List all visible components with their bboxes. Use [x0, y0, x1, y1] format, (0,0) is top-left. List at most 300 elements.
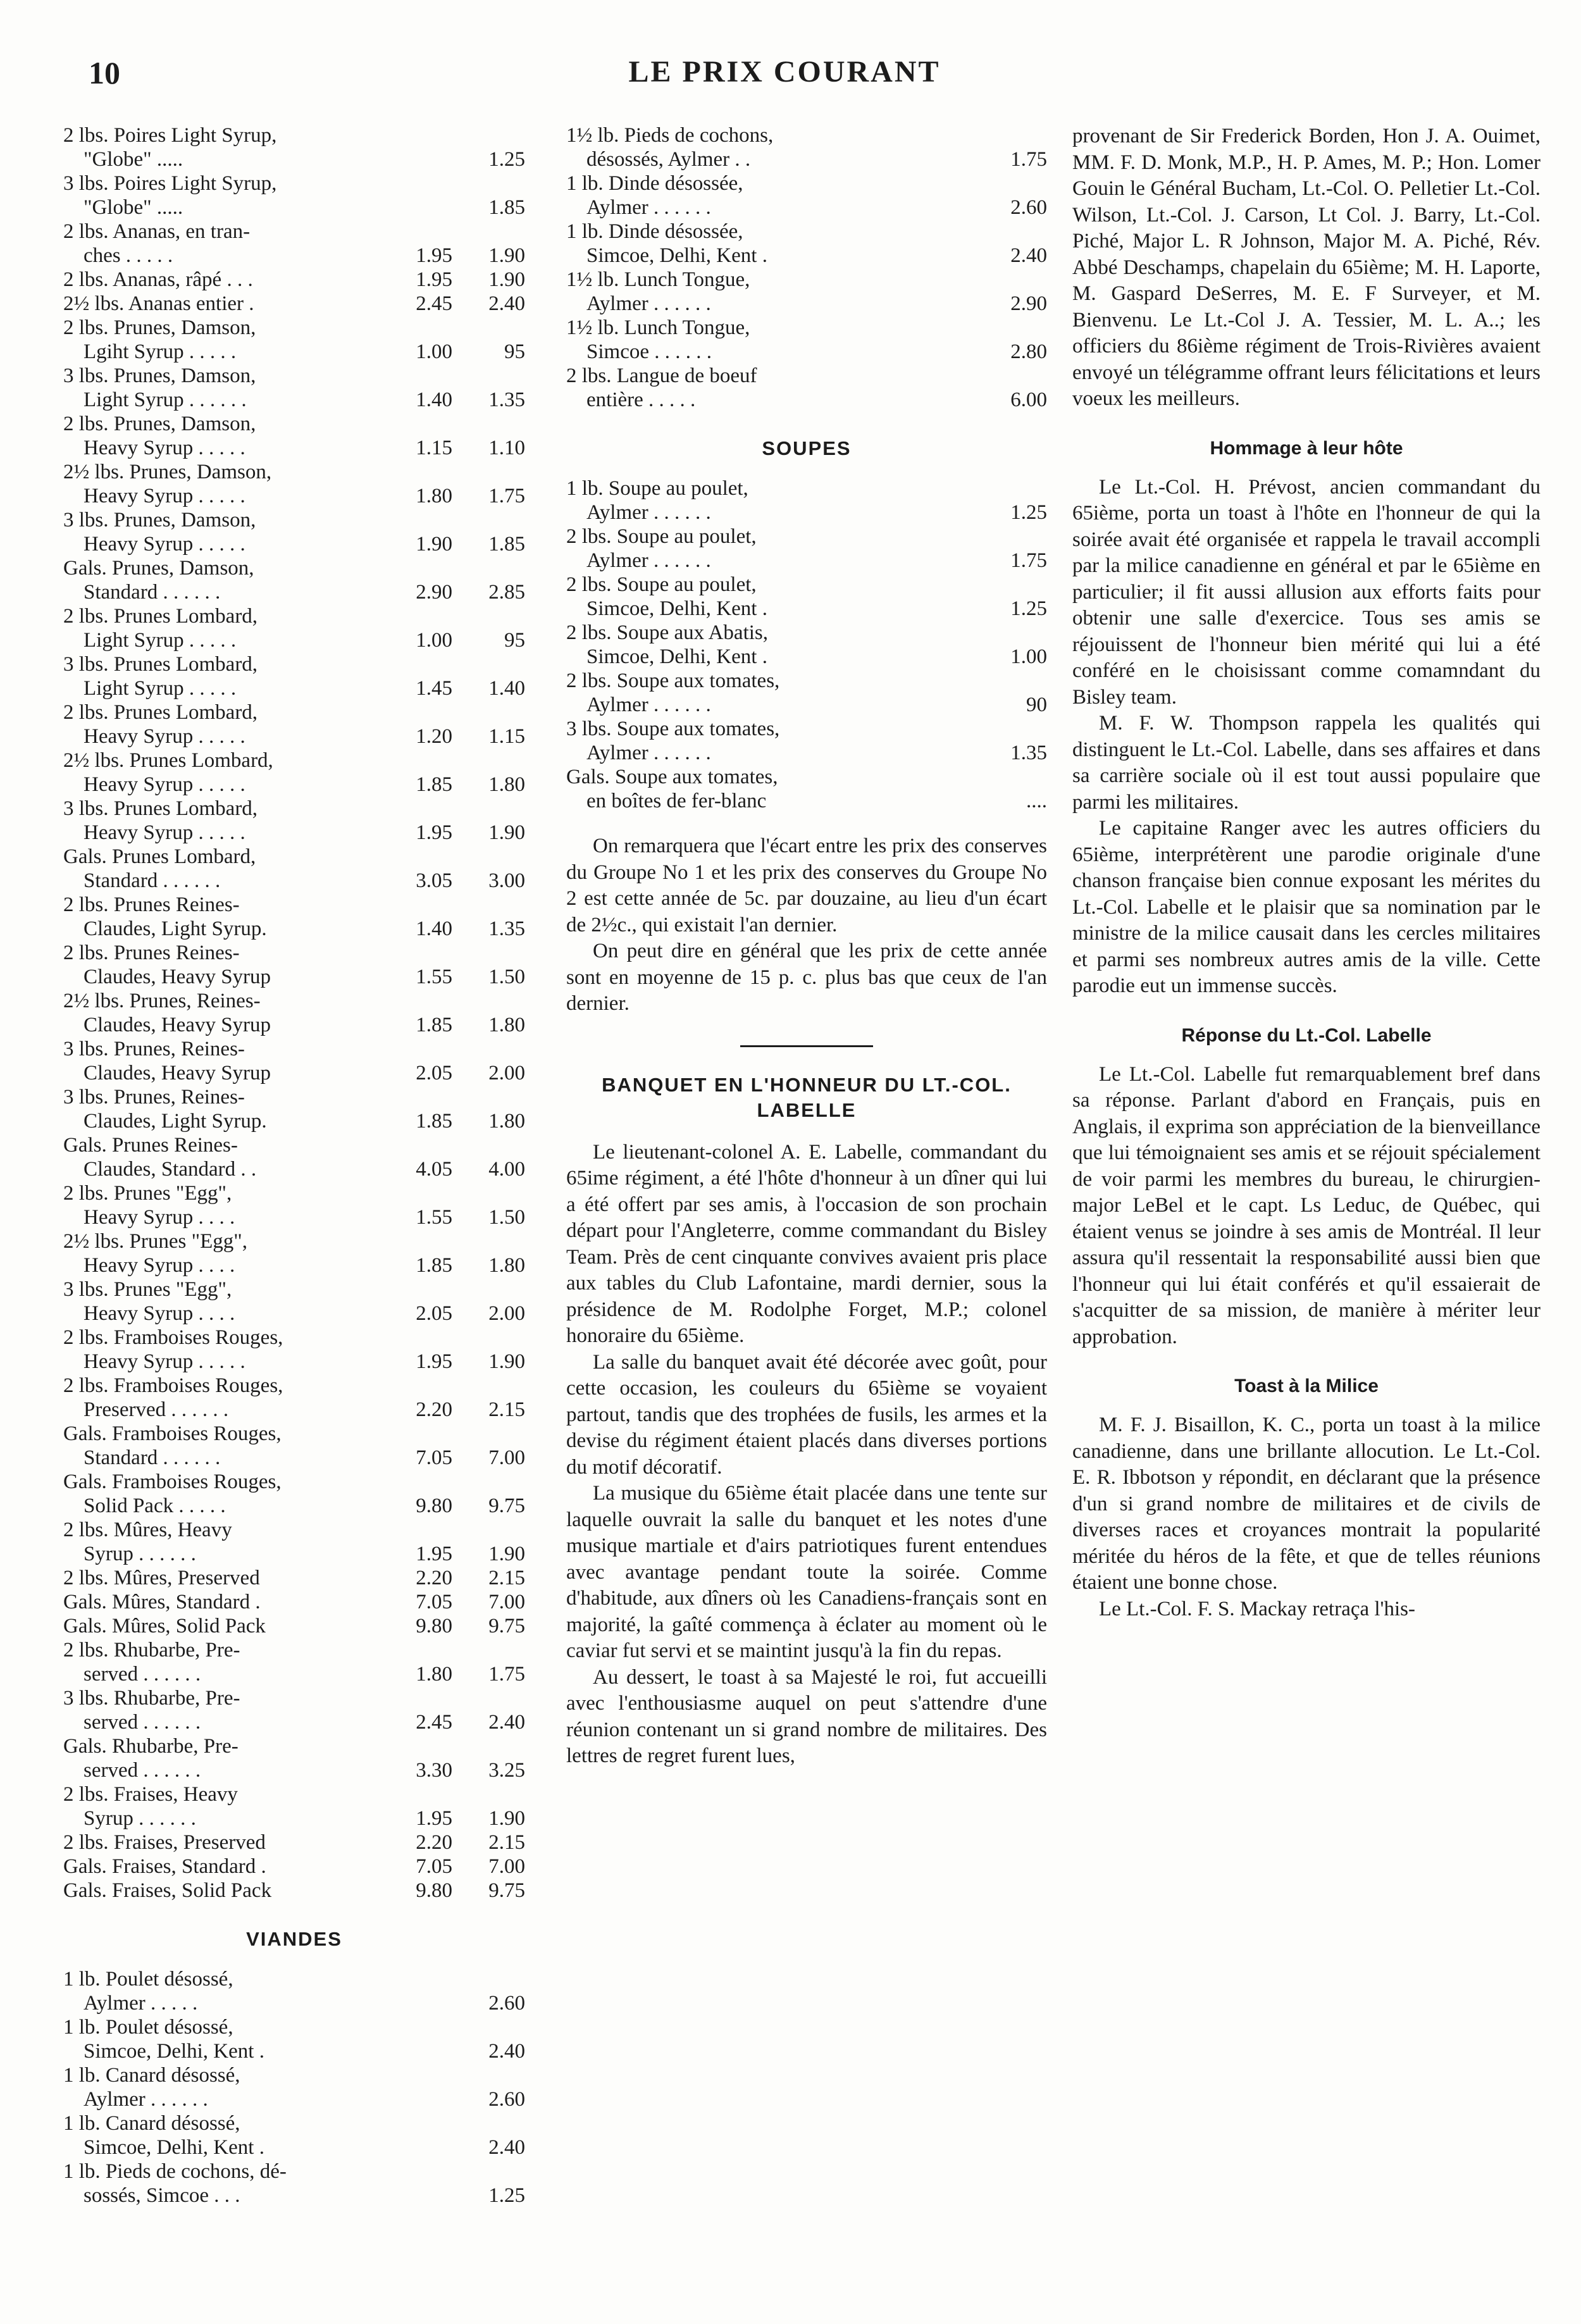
- price-value: 1.75: [488, 1663, 525, 1686]
- item-line: 2 lbs. Soupe au poulet,: [566, 573, 757, 596]
- price-value: 1.00: [1010, 645, 1047, 668]
- price-row: [63, 604, 525, 652]
- price-value: 2.60: [488, 2088, 525, 2111]
- price-value: 7.00: [488, 1591, 525, 1613]
- item-line: Gals. Soupe aux tomates,: [566, 766, 778, 788]
- item-description: [63, 797, 383, 845]
- price-row: [63, 1686, 525, 1734]
- price-row: [566, 171, 1047, 220]
- item-description: [63, 171, 383, 220]
- price-value: 1.90: [488, 821, 525, 844]
- item-line: Heavy Syrup . . . .: [84, 1302, 235, 1325]
- price-value: 2.90: [1010, 292, 1047, 315]
- price-value: 4.05: [416, 1158, 452, 1181]
- item-line: Claudes, Heavy Syrup: [84, 1014, 271, 1036]
- price-value: 1.85: [416, 1254, 452, 1277]
- price-value: 2.80: [1010, 340, 1047, 363]
- item-line: Aylmer . . . . . .: [586, 501, 711, 524]
- price-value: 2.00: [488, 1062, 525, 1084]
- item-line: 2 lbs. Framboises Rouges,: [63, 1326, 283, 1349]
- price-row: [63, 1879, 525, 1903]
- price-value: 4.00: [488, 1158, 525, 1181]
- item-line: Gals. Framboises Rouges,: [63, 1470, 282, 1493]
- item-line: Standard . . . . . .: [84, 869, 221, 892]
- item-description: [63, 893, 383, 941]
- item-line: Simcoe . . . . . .: [586, 340, 712, 363]
- column-2: [566, 123, 1047, 1770]
- item-line: 1 lb. Dinde désossée,: [566, 172, 743, 195]
- price-value: 1.85: [416, 1014, 452, 1036]
- item-line: 2 lbs. Prunes, Damson,: [63, 316, 256, 339]
- item-description: [63, 364, 383, 412]
- price-row: [63, 2111, 525, 2159]
- item-description: [63, 1614, 383, 1638]
- item-description: [63, 845, 383, 893]
- price-value: 1.90: [488, 1350, 525, 1373]
- price-row: [63, 556, 525, 604]
- item-line: Aylmer . . . . . .: [586, 693, 711, 716]
- section-divider: [740, 1045, 873, 1047]
- price-value: 3.05: [416, 869, 452, 892]
- item-line: 2 lbs. Prunes "Egg",: [63, 1182, 232, 1205]
- article-paragraph: M. F. W. Thompson rappela les qualités qui distinguent le Lt.-Col. Labelle, dans ses affaires et dans sa carrière sociale où il est tout aussi populaire que parmi les militaires.: [1072, 712, 1541, 814]
- item-description: [63, 941, 383, 989]
- price-row: [63, 508, 525, 556]
- price-value: 1.00: [416, 629, 452, 652]
- page-number: 10: [89, 55, 120, 90]
- price-value: 95: [504, 629, 525, 652]
- price-row: [63, 1638, 525, 1686]
- price-row: [63, 268, 525, 292]
- item-line: served . . . . . .: [84, 1711, 201, 1734]
- price-value: 1.15: [416, 437, 452, 459]
- item-line: 2 lbs. Mûres, Heavy: [63, 1519, 232, 1541]
- price-value: 1.80: [488, 1110, 525, 1133]
- price-value: 1.95: [416, 1807, 452, 1830]
- price-row: [63, 2015, 525, 2063]
- price-value: 1.00: [416, 340, 452, 363]
- price-value: 7.05: [416, 1855, 452, 1878]
- price-row: [63, 1566, 525, 1590]
- item-line: ches . . . . .: [84, 244, 173, 267]
- item-description: [63, 652, 383, 700]
- price-value: 3.25: [488, 1759, 525, 1782]
- item-description: [566, 573, 927, 621]
- price-row: [63, 893, 525, 941]
- item-line: 2 lbs. Prunes Reines-: [63, 941, 240, 964]
- price-value: 90: [1026, 693, 1047, 716]
- price-value: 1.90: [488, 1543, 525, 1565]
- price-value: 2.90: [416, 581, 452, 604]
- article-paragraph: Le lieutenant-colonel A. E. Labelle, commandant du 65ime régiment, a été l'hôte d'honneur à un dîner qui lui a été offert par ses amis, à l'occasion de son prochain départ pour l'Angleterre, comme commandant du Bisley Team. Près de cent cinquante convives avaient pris place aux tables du Club Lafontaine, mardi dernier, sous la présidence de M. Rodolphe Forget, M.P.; colonel honoraire du 65ième.: [566, 1140, 1047, 1347]
- item-description: [63, 1879, 383, 1903]
- item-line: 2 lbs. Soupe aux Abatis,: [566, 621, 768, 644]
- item-line: Aylmer . . . . . .: [84, 2088, 208, 2111]
- item-line: Aylmer . . . . . .: [586, 742, 711, 764]
- item-line: désossés, Aylmer . .: [586, 148, 751, 171]
- price-value: 2.15: [488, 1567, 525, 1589]
- item-line: Light Syrup . . . . . .: [84, 388, 247, 411]
- item-line: served . . . . . .: [84, 1663, 201, 1686]
- item-description: [63, 412, 383, 460]
- price-value: 9.80: [416, 1879, 452, 1902]
- item-line: 1½ lb. Lunch Tongue,: [566, 268, 750, 291]
- item-line: Heavy Syrup . . . .: [84, 1254, 235, 1277]
- price-row: [63, 1037, 525, 1085]
- item-line: 2 lbs. Fraises, Heavy: [63, 1783, 238, 1806]
- subheading-toast: Toast à la Milice: [1234, 1376, 1379, 1396]
- price-value: 2.40: [488, 2136, 525, 2159]
- price-value: 2.00: [488, 1302, 525, 1325]
- price-value: 1.55: [416, 1206, 452, 1229]
- item-line: 3 lbs. Soupe aux tomates,: [566, 718, 780, 740]
- item-description: [63, 1855, 383, 1879]
- price-value: 9.80: [416, 1494, 452, 1517]
- article-paragraph: La salle du banquet avait été décorée avec goût, pour cette occasion, les couleurs du 65ième se voyaient partout, tandis que des trophées de fusils, les armes et la devise du régiment étaient placés dans diverses portions du motif décoratif.: [566, 1350, 1047, 1479]
- price-row: [566, 316, 1047, 364]
- price-row: [63, 989, 525, 1037]
- price-row: [63, 1590, 525, 1614]
- price-value: 1.85: [416, 773, 452, 796]
- article-paragraph: Le Lt.-Col. H. Prévost, ancien commandant du 65ième, porta un toast à l'hôte en l'honneur de qui la soirée avait été organisée et rappela le travail accompli par la milice canadienne en général et par le 65ième en particulier; il fit aussi allusion aux efforts faits pour obtenir une salle d'exercice. Tous ses amis se réjouissent de l'honneur bien mérité qui lui a été conféré en le choisissant comme comamndant du Bisley team.: [1072, 475, 1541, 709]
- item-line: Claudes, Heavy Syrup: [84, 966, 271, 988]
- remark-paragraph: On peut dire en général que les prix de cette année sont en moyenne de 15 p. c. plus bas que ceux de l'an dernier.: [566, 940, 1047, 1015]
- article-paragraph: La musique du 65ième était placée dans une tente sur laquelle ouvrait la salle du banquet et les notes d'une musique martiale et d'airs patriotiques furent entendues avec avantage pendant toute la soirée. Comme d'habitude, aux dîners où les Canadiens-français sont en majorité, la gaîté commença à éclater au moment où le caviar fut servi et se maintint jusqu'à la fin du repas.: [566, 1482, 1047, 1662]
- item-line: "Globe" .....: [84, 196, 183, 219]
- item-line: 2 lbs. Prunes Reines-: [63, 893, 240, 916]
- price-value: 1.40: [416, 917, 452, 940]
- item-line: 2 lbs. Soupe au poulet,: [566, 525, 757, 548]
- journal-title: LE PRIX COURANT: [628, 55, 941, 89]
- item-description: [63, 1037, 383, 1085]
- price-row: [63, 1229, 525, 1277]
- item-description: [63, 292, 383, 316]
- price-value: 2.05: [416, 1302, 452, 1325]
- item-description: [63, 220, 383, 268]
- price-row: [63, 652, 525, 700]
- item-line: 2 lbs. Poires Light Syrup,: [63, 124, 277, 147]
- item-line: 3 lbs. Prunes, Reines-: [63, 1086, 245, 1109]
- price-value: 1.90: [416, 533, 452, 556]
- price-value: 1.80: [488, 1014, 525, 1036]
- price-value: 2.45: [416, 1711, 452, 1734]
- item-description: [566, 364, 927, 412]
- price-value: 2.15: [488, 1831, 525, 1854]
- page-header: [89, 54, 1480, 105]
- item-line: Heavy Syrup . . . . .: [84, 773, 245, 796]
- item-line: Gals. Fraises, Standard .: [63, 1855, 266, 1878]
- item-description: [63, 1422, 383, 1470]
- price-value: 1.90: [488, 268, 525, 291]
- price-row: [566, 220, 1047, 268]
- section-title-viandes: VIANDES: [246, 1928, 342, 1950]
- item-line: Simcoe, Delhi, Kent .: [586, 597, 767, 620]
- price-value: 2.40: [488, 1711, 525, 1734]
- item-description: [63, 700, 383, 749]
- item-line: 2 lbs. Ananas, râpé . . .: [63, 268, 253, 291]
- item-line: Simcoe, Delhi, Kent .: [586, 244, 767, 267]
- item-line: 1 lb. Soupe au poulet,: [566, 477, 748, 500]
- price-value: 95: [504, 340, 525, 363]
- price-row: [63, 941, 525, 989]
- item-line: Heavy Syrup . . . . .: [84, 1350, 245, 1373]
- item-description: [566, 316, 927, 364]
- item-description: [63, 1326, 383, 1374]
- item-line: entière . . . . .: [586, 388, 696, 411]
- item-line: Gals. Prunes Reines-: [63, 1134, 238, 1157]
- price-value: 1.85: [488, 533, 525, 556]
- price-value: 1.80: [416, 1663, 452, 1686]
- item-description: [63, 1470, 383, 1518]
- item-line: Syrup . . . . . .: [84, 1543, 196, 1565]
- item-line: en boîtes de fer-blanc: [586, 790, 767, 812]
- item-description: [63, 556, 383, 604]
- item-description: [566, 268, 927, 316]
- price-value: 1.25: [488, 2184, 525, 2207]
- price-row: [63, 1734, 525, 1782]
- price-row: [63, 1085, 525, 1133]
- price-value: 9.75: [488, 1494, 525, 1517]
- column-1: [63, 123, 525, 2208]
- item-line: Lgiht Syrup . . . . .: [84, 340, 237, 363]
- item-line: 3 lbs. Prunes Lombard,: [63, 797, 258, 820]
- item-description: [63, 316, 383, 364]
- item-line: 3 lbs. Prunes, Reines-: [63, 1038, 245, 1060]
- item-description: [63, 1782, 383, 1830]
- item-line: 2½ lbs. Ananas entier .: [63, 292, 254, 315]
- price-value: 1.40: [416, 388, 452, 411]
- price-value: 1.25: [488, 148, 525, 171]
- item-line: 3 lbs. Prunes, Damson,: [63, 509, 256, 531]
- item-line: Gals. Framboises Rouges,: [63, 1422, 282, 1445]
- item-line: Gals. Rhubarbe, Pre-: [63, 1735, 239, 1758]
- article-paragraph: Le capitaine Ranger avec les autres officiers du 65ième, interprétèrent une parodie originale d'une chanson française bien connue exposant les mérites du Lt.-Col. Labelle et le plaisir que sa nomination par le ministre de la milice causait dans les cercles militaires et parmi ses nombreux autres amis de la ville. Cette parodie eut un immense succès.: [1072, 817, 1541, 997]
- price-value: 1.35: [488, 917, 525, 940]
- item-description: [63, 1229, 383, 1277]
- item-description: [566, 525, 927, 573]
- item-description: [63, 268, 383, 292]
- article-paragraph: Le Lt.-Col. Labelle fut remarquablement bref dans sa réponse. Parlant d'abord en Français, puis en Anglais, il exprima son appréciation de la bienveillance que lui témoignaient ses amis et se réjouit spécialement de voir parmi les membres du bureau, le chirurgien-major LeBel et le capt. Ls Leduc, de Québec, qui étaient venus se joindre à ses amis de Montréal. Il leur assura qu'il ressentait la responsabilité aussi bien que l'honneur qui lui était conférés et qu'il essaierait de s'acquitter de sa mission, de manière à mériter leur approbation.: [1072, 1062, 1541, 1348]
- price-row: [63, 1855, 525, 1879]
- item-description: [63, 1590, 383, 1614]
- price-value: 1.95: [416, 1543, 452, 1565]
- item-line: Light Syrup . . . . .: [84, 629, 237, 652]
- item-description: [63, 1967, 383, 2015]
- item-description: [63, 1686, 383, 1734]
- price-value: 2.20: [416, 1398, 452, 1421]
- item-line: Heavy Syrup . . . .: [84, 1206, 235, 1229]
- price-value: 1.55: [416, 966, 452, 988]
- item-line: sossés, Simcoe . . .: [84, 2184, 240, 2207]
- item-line: 1 lb. Dinde désossée,: [566, 220, 743, 243]
- item-line: Gals. Prunes Lombard,: [63, 845, 256, 868]
- item-description: [63, 1638, 383, 1686]
- price-value: 1.45: [416, 677, 452, 700]
- price-value: 1.75: [1010, 148, 1047, 171]
- price-value: 1.90: [488, 1807, 525, 1830]
- item-description: [566, 220, 927, 268]
- item-description: [63, 1181, 383, 1229]
- price-value: 2.20: [416, 1567, 452, 1589]
- price-value: 1.95: [416, 268, 452, 291]
- price-value: 1.10: [488, 437, 525, 459]
- price-value: 2.85: [488, 581, 525, 604]
- price-row: [63, 1614, 525, 1638]
- item-description: [566, 717, 927, 765]
- price-value: 2.60: [1010, 196, 1047, 219]
- price-value: 1.25: [1010, 597, 1047, 620]
- price-value: 3.00: [488, 869, 525, 892]
- item-description: [566, 171, 927, 220]
- item-line: 3 lbs. Prunes, Damson,: [63, 364, 256, 387]
- price-value: 7.00: [488, 1446, 525, 1469]
- price-value: 1.75: [488, 485, 525, 507]
- price-value: 1.85: [488, 196, 525, 219]
- item-description: [566, 621, 927, 669]
- item-line: 1 lb. Canard désossé,: [63, 2064, 240, 2087]
- price-value: 3.30: [416, 1759, 452, 1782]
- item-line: Aylmer . . . . .: [84, 1992, 198, 2015]
- price-value: 7.05: [416, 1446, 452, 1469]
- item-line: Heavy Syrup . . . . .: [84, 821, 245, 844]
- price-value: 2.45: [416, 292, 452, 315]
- item-line: Syrup . . . . . .: [84, 1807, 196, 1830]
- price-row: [63, 220, 525, 268]
- item-line: Gals. Fraises, Solid Pack: [63, 1879, 272, 1902]
- price-value: 1.75: [1010, 549, 1047, 572]
- price-row: [63, 845, 525, 893]
- article-paragraph: Au dessert, le toast à sa Majesté le roi, fut accueilli avec l'enthousiasme auquel on peut s'attendre d'une réunion contenant un si grand nombre de militaires. Des lettres de regret furent lues,: [566, 1665, 1047, 1767]
- price-row: [63, 1181, 525, 1229]
- price-row: [63, 1967, 525, 2015]
- price-value: 2.20: [416, 1831, 452, 1854]
- item-line: Claudes, Light Syrup.: [84, 917, 267, 940]
- price-value: ....: [1026, 790, 1047, 812]
- price-row: [63, 171, 525, 220]
- item-line: 2 lbs. Ananas, en tran-: [63, 220, 251, 243]
- item-line: Claudes, Standard . .: [84, 1158, 257, 1181]
- price-list-meats: [566, 123, 1047, 412]
- item-line: Simcoe, Delhi, Kent .: [84, 2040, 264, 2063]
- item-description: [63, 2159, 383, 2208]
- item-line: 1 lb. Poulet désossé,: [63, 2016, 233, 2039]
- price-list-viandes: [63, 1967, 525, 2208]
- item-line: Aylmer . . . . . .: [586, 292, 711, 315]
- item-line: Claudes, Heavy Syrup: [84, 1062, 271, 1084]
- item-line: "Globe" .....: [84, 148, 183, 171]
- item-line: Gals. Prunes, Damson,: [63, 557, 254, 580]
- item-line: 2½ lbs. Prunes Lombard,: [63, 749, 273, 772]
- price-list-soupes: [566, 476, 1047, 813]
- item-line: 2 lbs. Prunes, Damson,: [63, 413, 256, 435]
- price-list-fruits: [63, 123, 525, 1903]
- item-description: [63, 1277, 383, 1326]
- item-line: 3 lbs. Prunes Lombard,: [63, 653, 258, 676]
- item-line: served . . . . . .: [84, 1759, 201, 1782]
- item-description: [63, 1734, 383, 1782]
- price-row: [566, 123, 1047, 171]
- item-line: Gals. Mûres, Solid Pack: [63, 1615, 266, 1637]
- item-description: [63, 749, 383, 797]
- price-row: [63, 1470, 525, 1518]
- item-description: [566, 476, 927, 525]
- item-line: 3 lbs. Rhubarbe, Pre-: [63, 1687, 240, 1710]
- price-value: 2.60: [488, 1992, 525, 2015]
- price-value: 1.95: [416, 244, 452, 267]
- item-line: Heavy Syrup . . . . .: [84, 485, 245, 507]
- article-paragraph: provenant de Sir Frederick Borden, Hon J. A. Ouimet, MM. F. D. Monk, M.P., H. P. Ames, M. P.; Hon. Lomer Gouin le Général Bucham, Lt.-Col. O. Pelletier Lt.-Col. Wilson, Lt.-Col. J. Carson, Lt Col. J. Barry, Lt.-Col. Piché, Major L. R Johnson, Major M. A. Piché, Rév. Abbé Deschamps, chapelain du 65ième; M. H. Laporte, M. Gaspard DeSerres, M. E. F Surveyer, et M. Bienvenu. Le Lt.-Col J. A. Tessier, M. L. A..; les officiers du 86ième régiment de Trois-Rivières avaient envoyé un télégramme offrant leurs félicitations et leurs voeux les meilleurs.: [1072, 125, 1541, 410]
- item-description: [63, 2015, 383, 2063]
- price-row: [566, 669, 1047, 717]
- item-line: 3 lbs. Prunes "Egg",: [63, 1278, 232, 1301]
- article-paragraph: Le Lt.-Col. F. S. Mackay retraça l'his-: [1099, 1597, 1415, 1620]
- price-value: 7.05: [416, 1591, 452, 1613]
- item-description: [566, 765, 927, 813]
- article-paragraph: M. F. J. Bisaillon, K. C., porta un toast à la milice canadienne, dans une brillante allocution. Le Lt.-Col. E. R. Ibbotson y répondit, en déclarant que la présence d'un si grand nombre de militaires et de civils de diverses races et croyances montrait la popularité méritée du héros de la fête, et que de telles réunions étaient une bonne chose.: [1072, 1414, 1541, 1594]
- item-line: Heavy Syrup . . . . .: [84, 533, 245, 556]
- item-line: Aylmer . . . . . .: [586, 196, 711, 219]
- price-value: 1.50: [488, 1206, 525, 1229]
- item-line: 2½ lbs. Prunes, Damson,: [63, 461, 272, 483]
- price-value: 1.50: [488, 966, 525, 988]
- item-line: Standard . . . . . .: [84, 1446, 221, 1469]
- price-value: 1.80: [488, 773, 525, 796]
- price-row: [63, 1422, 525, 1470]
- price-value: 1.95: [416, 821, 452, 844]
- price-row: [63, 412, 525, 460]
- item-line: 1½ lb. Lunch Tongue,: [566, 316, 750, 339]
- price-value: 2.40: [488, 292, 525, 315]
- item-description: [63, 508, 383, 556]
- price-row: [63, 1277, 525, 1326]
- price-value: 9.75: [488, 1879, 525, 1902]
- subheading-hommage: Hommage à leur hôte: [1210, 437, 1403, 459]
- item-line: 2 lbs. Prunes Lombard,: [63, 701, 258, 724]
- item-description: [63, 1518, 383, 1566]
- item-line: Standard . . . . . .: [84, 581, 221, 604]
- item-line: 1 lb. Canard désossé,: [63, 2112, 240, 2135]
- item-line: 2 lbs. Rhubarbe, Pre-: [63, 1639, 240, 1662]
- article-title-banquet: BANQUET EN L'HONNEUR DU LT.-COL. LABELLE: [602, 1073, 1012, 1121]
- price-value: 1.20: [416, 725, 452, 748]
- price-row: [566, 765, 1047, 813]
- price-value: 2.40: [1010, 244, 1047, 267]
- price-row: [566, 476, 1047, 525]
- price-row: [566, 525, 1047, 573]
- price-value: 1.40: [488, 677, 525, 700]
- item-line: Claudes, Light Syrup.: [84, 1110, 267, 1133]
- item-line: Simcoe, Delhi, Kent .: [586, 645, 767, 668]
- price-row: [63, 316, 525, 364]
- price-value: 1.85: [416, 1110, 452, 1133]
- item-description: [566, 123, 927, 171]
- price-row: [566, 268, 1047, 316]
- item-line: Solid Pack . . . . .: [84, 1494, 226, 1517]
- price-row: [63, 797, 525, 845]
- remark-paragraph: On remarquera que l'écart entre les prix des conserves du Groupe No 1 et les prix des conserves du Groupe No 2 est cette année de 5c. par douzaine, au lieu d'un écart de 2½c., qui existait l'an dernier.: [566, 835, 1047, 936]
- item-line: 1 lb. Pieds de cochons, dé-: [63, 2160, 287, 2183]
- item-description: [63, 1830, 383, 1855]
- price-row: [566, 364, 1047, 412]
- item-line: Preserved . . . . . .: [84, 1398, 229, 1421]
- price-value: 1.80: [416, 485, 452, 507]
- item-line: 1½ lb. Pieds de cochons,: [566, 124, 774, 147]
- item-description: [63, 460, 383, 508]
- item-line: Heavy Syrup . . . . .: [84, 725, 245, 748]
- item-description: [63, 1133, 383, 1181]
- price-value: 1.80: [488, 1254, 525, 1277]
- price-row: [63, 1326, 525, 1374]
